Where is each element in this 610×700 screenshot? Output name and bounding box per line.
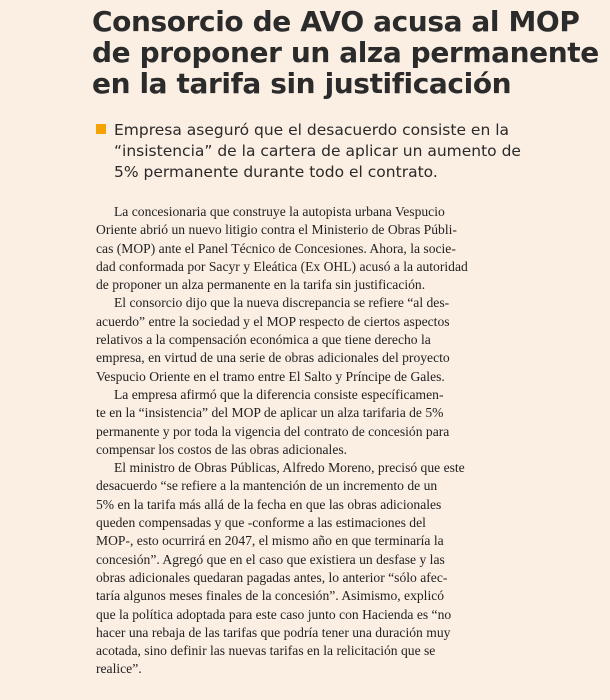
body-line: realice”. [96, 661, 142, 677]
body-line: queden compensadas y que -conforme a las estimaciones del [96, 515, 426, 531]
body-paragraph [96, 459, 566, 679]
body-line: El consorcio dijo que la nueva discrepancia se refiere “al des- [114, 295, 450, 311]
lead-line: Empresa aseguró que el desacuerdo consiste en la [114, 121, 510, 139]
headline-line: Consorcio de AVO acusa al MOP [92, 5, 580, 38]
body-line: taría algunos meses finales de la concesión”. Asimismo, explicó [96, 588, 445, 604]
body-line: 5% en la tarifa más allá de la fecha en que las obras adicionales [96, 496, 442, 512]
headline [92, 5, 599, 100]
body-line: obras adicionales quedaran pagadas antes, lo anterior “sólo afec- [96, 569, 448, 585]
body-line: de proponer un alza permanente en la tarifa sin justificación. [96, 277, 426, 293]
headline-line: de proponer un alza permanente [92, 36, 599, 69]
body-line: La empresa afirmó que la diferencia consiste específicamen- [114, 386, 444, 402]
body-line: El ministro de Obras Públicas, Alfredo Moreno, precisó que este [114, 460, 465, 476]
body-line: dad conformada por Sacyr y Eleática (Ex OHL) acusó a la autoridad [96, 258, 468, 274]
body-paragraph [96, 294, 566, 385]
body-line: La concesionaria que construye la autopista urbana Vespucio [114, 204, 445, 219]
body-line: relativos a la compensación económica a que tiene derecho la [96, 332, 431, 348]
body-line: concesión”. Agregó que en el caso que existiera un desfase y las [96, 551, 445, 567]
body-line: compensar los costos de las obras adicionales. [96, 441, 348, 457]
body-line: acotada, sino definir las nuevas tarifas en la relicitación que se [96, 643, 436, 659]
lead-text [114, 120, 584, 183]
body-line: cas (MOP) ante el Panel Técnico de Concesiones. Ahora, la socie- [96, 240, 456, 256]
orange-square-bullet-icon [96, 124, 106, 134]
body-line: permanente y por toda la vigencia del contrato de concesión para [96, 423, 450, 439]
article-body [96, 203, 566, 679]
body-paragraph [96, 203, 566, 294]
body-line: te en la “insistencia” del MOP de aplicar un alza tarifaria de 5% [96, 405, 444, 421]
body-line: MOP-, esto ocurrirá en 2047, el mismo año en que terminaría la [96, 533, 444, 549]
body-line: hacer una rebaja de las tarifas que podría tener una duración muy [96, 624, 451, 640]
body-paragraph [96, 386, 566, 459]
body-line: acuerdo” entre la sociedad y el MOP respecto de ciertos aspectos [96, 313, 450, 329]
body-line: Oriente abrió un nuevo litigio contra el Ministerio de Obras Públi- [96, 222, 457, 238]
headline-line: en la tarifa sin justificación [92, 67, 512, 100]
body-line: desacuerdo “se refiere a la mantención de un incremento de un [96, 478, 438, 494]
body-line: Vespucio Oriente en el tramo entre El Salto y Príncipe de Gales. [96, 368, 445, 384]
body-line: empresa, en virtud de una serie de obras adicionales del proyecto [96, 350, 450, 366]
lead-line: 5% permanente durante todo el contrato. [114, 163, 438, 181]
body-line: que la política adoptada para este caso junto con Hacienda es “no [96, 606, 452, 622]
lead-line: “insistencia” de la cartera de aplicar un aumento de [114, 142, 521, 160]
